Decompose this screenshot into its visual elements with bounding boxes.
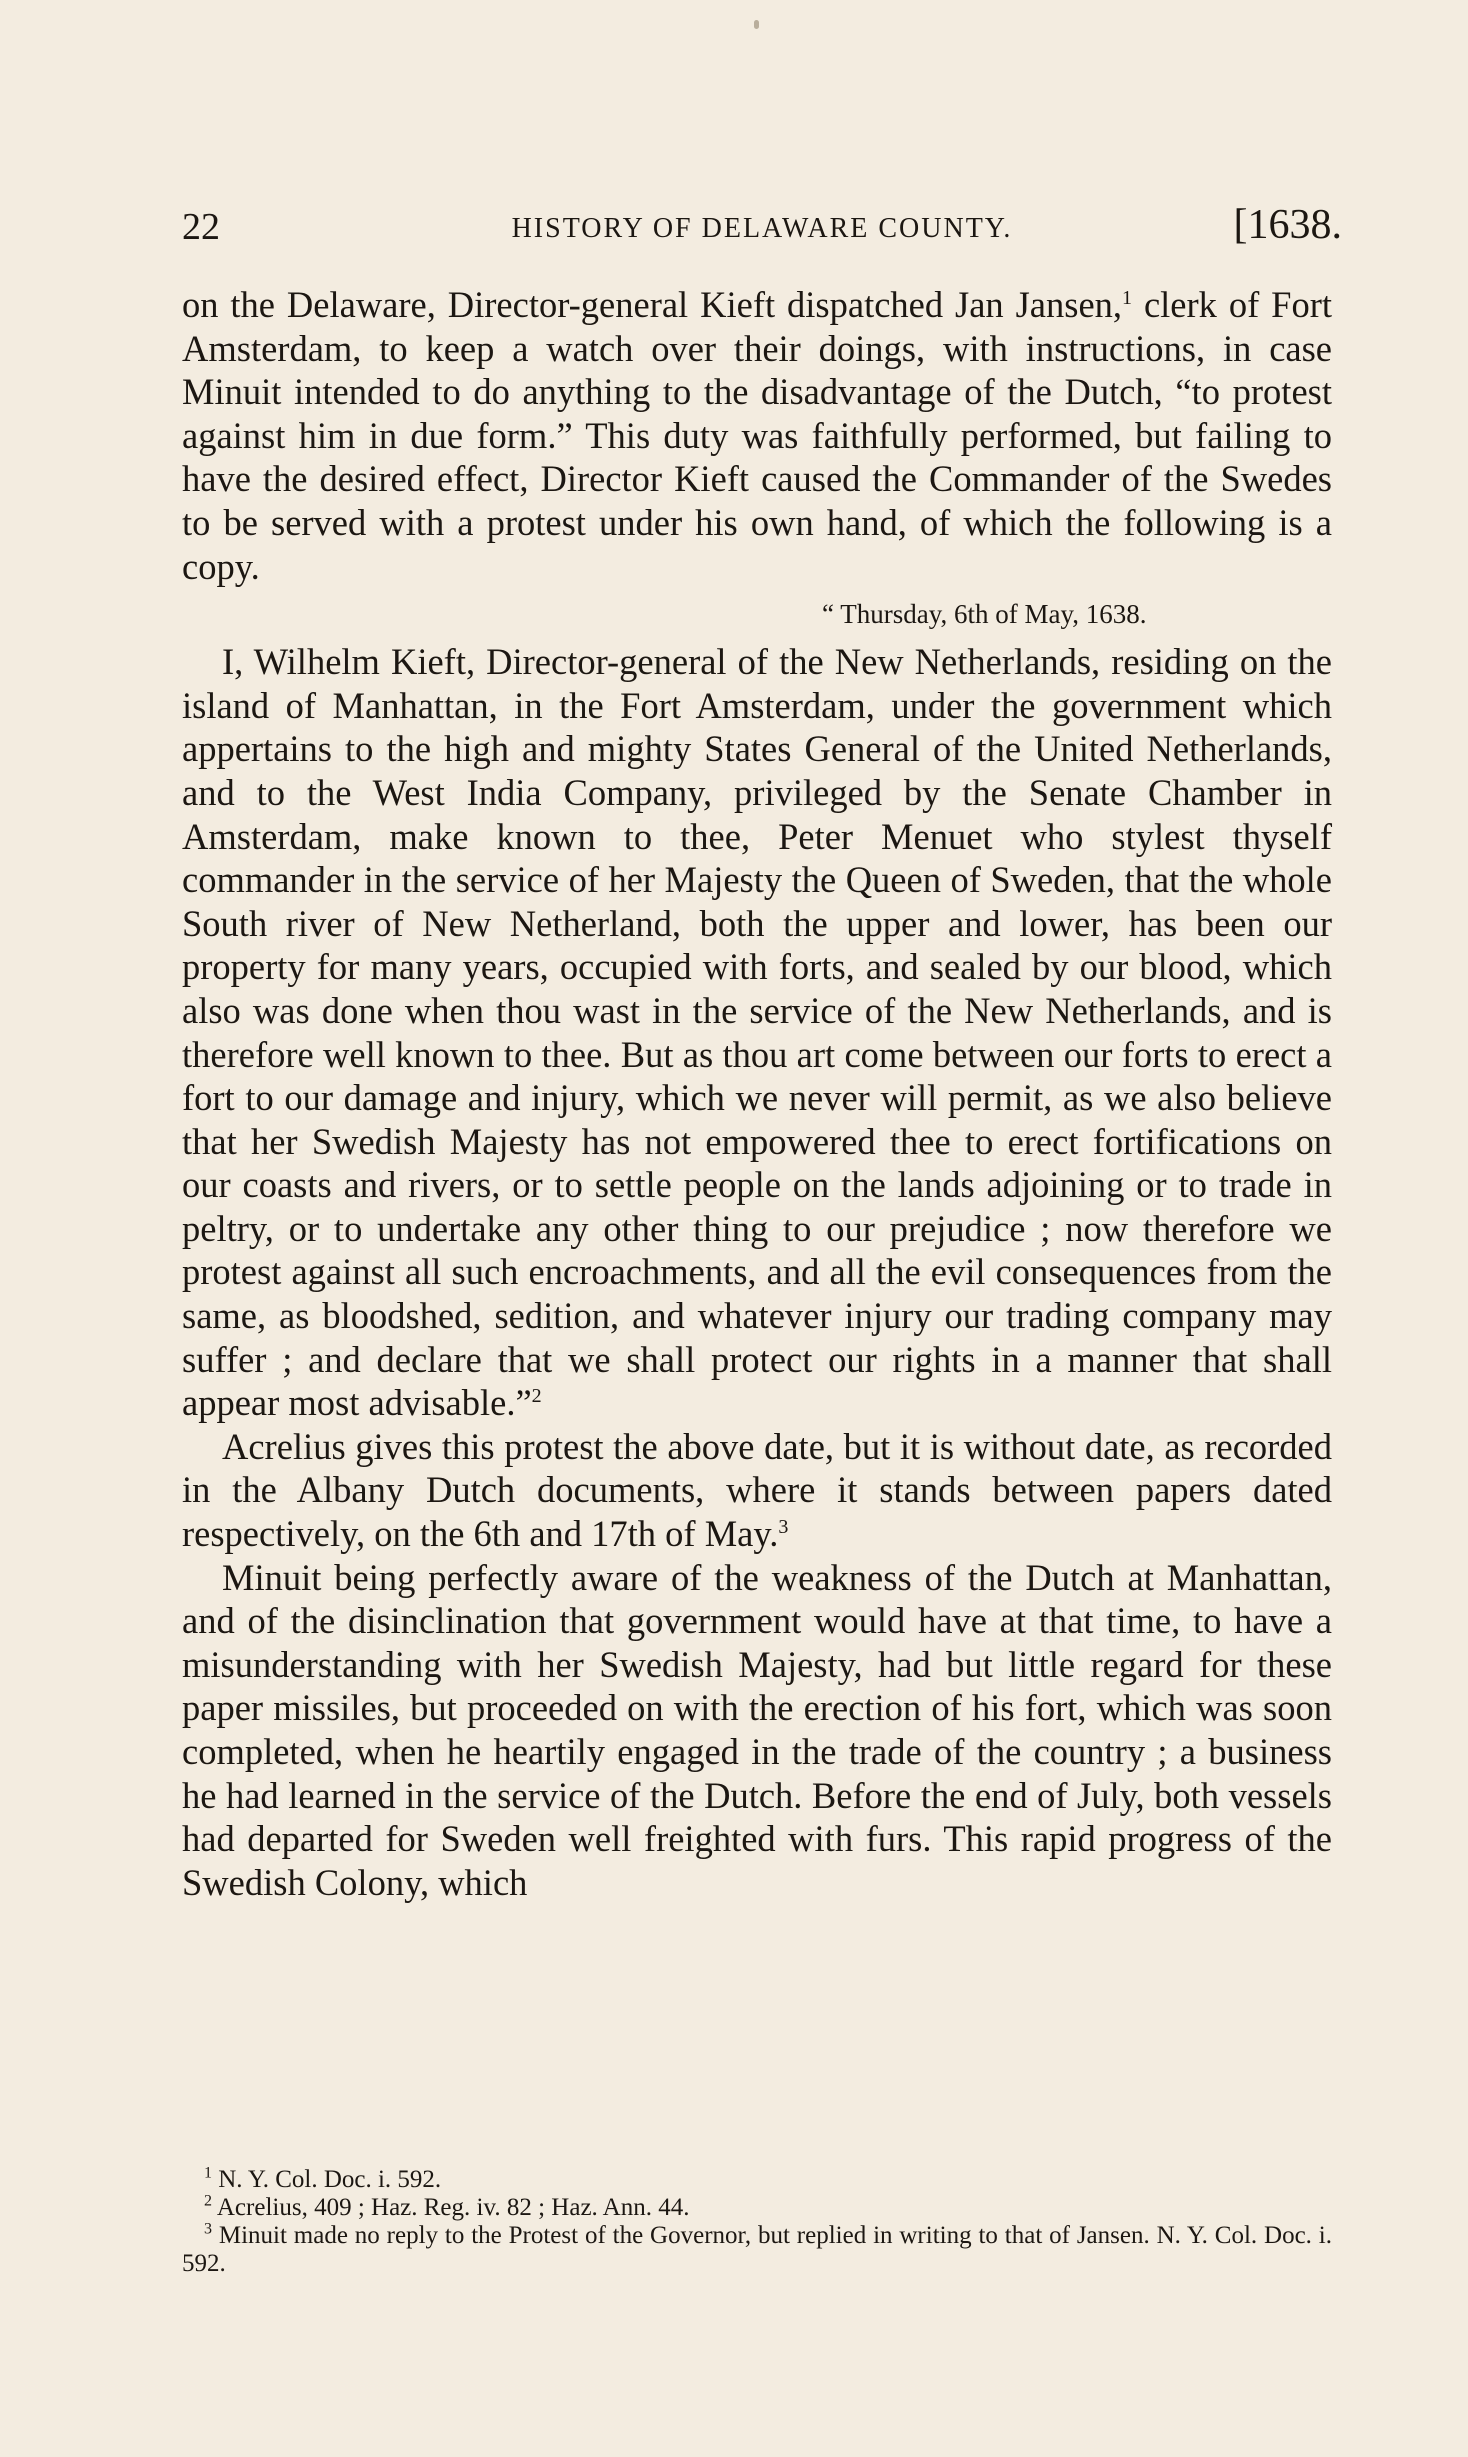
paragraph-1-text-a: on the Delaware, Director-general Kieft dispatched Jan Jansen,: [182, 284, 1123, 325]
paragraph-2-text: I, Wilhelm Kieft, Director-general of the New Netherlands, residing on the island of Manhattan, in the Fort Amsterdam, under the government which appertains to the high and mighty States General of the United Netherlands, and to the West India Company, privileged by the Senate Chamber in Amsterdam, make known to thee, Peter Menuet who stylest thyself commander in the service of her Majesty the Queen of Sweden, that the whole South river of New Netherland, both the upper and lower, has been our property for many years, occupied with forts, and sealed by our blood, which also was done when thou wast in the service of the New Netherlands, and is therefore well known to thee. But as thou art come between our forts to erect a fort to our damage and injury, which we never will permit, as we also believe that her Swedish Majesty has not empowered thee to erect fortifications on our coasts and rivers, or to settle people on the lands adjoining or to trade in peltry, or to undertake any other thing to our prejudice ; now therefore we protest against all such encroachments, and all the evil consequences from the same, as bloodshed, sedition, and whatever injury our trading company may suffer ; and declare that we shall protect our rights in a manner that shall appear most advisable.”: [182, 641, 1332, 1424]
running-head: [182, 197, 1342, 257]
footnote-text-2: Acrelius, 409 ; Haz. Reg. iv. 82 ; Haz. Ann. 44.: [212, 2194, 690, 2221]
footnote-1: [182, 2166, 1332, 2194]
footnote-text-3: Minuit made no reply to the Protest of the Governor, but replied in writing to that of Jansen. N. Y. Col. Doc. i. 592.: [182, 2222, 1332, 2277]
footnote-ref-3: 3: [778, 1515, 789, 1538]
footnote-text-1: N. Y. Col. Doc. i. 592.: [212, 2166, 442, 2193]
footnotes: [182, 2166, 1332, 2278]
footnote-mark-3: 3: [204, 2220, 212, 2238]
running-title: HISTORY OF DELAWARE COUNTY.: [511, 213, 1013, 244]
ink-speck: [754, 20, 759, 29]
paragraph-1-text-b: clerk of Fort Amsterdam, to keep a watch over their doings, with instructions, in case Minuit intended to do anything to the disadvantage of the Dutch, “to protest against him in due form.” This duty was faithfully performed, but failing to have the desired effect, Director Kieft caused the Commander of the Swedes to be served with a protest under his own hand, of which the following is a copy.: [182, 284, 1332, 587]
footnote-ref-2: 2: [531, 1385, 542, 1408]
footnote-ref-1: 1: [1122, 286, 1133, 309]
paragraph-3-text: Acrelius gives this protest the above date, but it is without date, as recorded in the Albany Dutch documents, where it stands between papers dated respectively, on the 6th and 17th of May.: [182, 1425, 1332, 1555]
paragraph-3: [182, 1425, 1332, 1556]
protest-dateline: “ Thursday, 6th of May, 1638.: [822, 599, 1147, 630]
body-text: [182, 283, 1332, 1904]
footnote-2: [182, 2194, 1332, 2222]
paragraph-4: [182, 1556, 1332, 1905]
paragraph-4-text: Minuit being perfectly aware of the weakness of the Dutch at Manhattan, and of the disinclination that government would have at that time, to have a misunderstanding with her Swedish Majesty, had but little regard for these paper missiles, but proceeded on with the erection of his fort, which was soon completed, when he heartily engaged in the trade of the country ; a business he had learned in the service of the Dutch. Before the end of July, both vessels had departed for Sweden well freighted with furs. This rapid progress of the Swedish Colony, which: [182, 1556, 1332, 1903]
page-number: 22: [182, 206, 220, 248]
footnote-3: [182, 2222, 1332, 2278]
footnote-mark-1: 1: [204, 2164, 212, 2182]
paragraph-2: [182, 640, 1332, 1425]
footnote-mark-2: 2: [204, 2192, 212, 2210]
paragraph-1: [182, 283, 1332, 588]
running-year: [1638.: [1233, 202, 1342, 248]
